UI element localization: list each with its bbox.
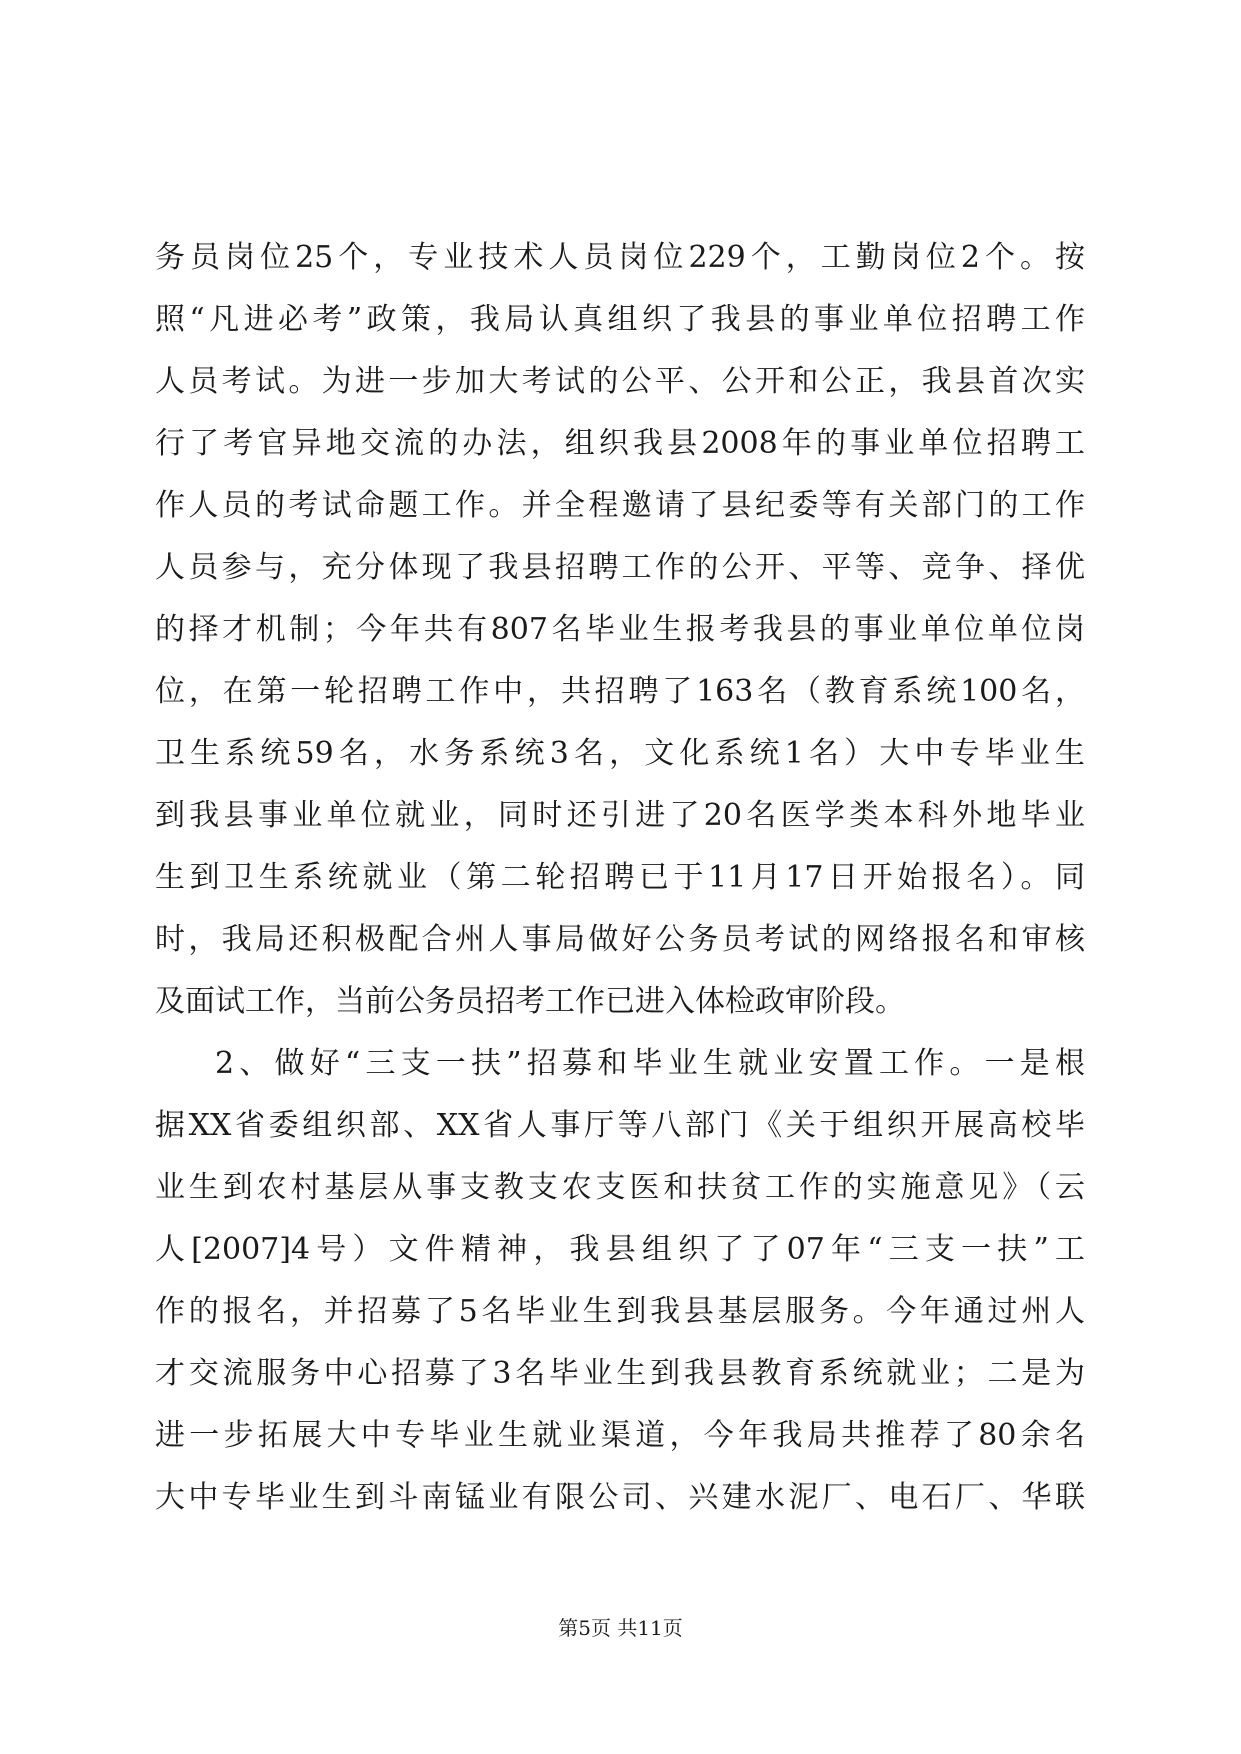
- text-line: 的择才机制；今年共有807名毕业生报考我县的事业单位单位岗: [155, 612, 1085, 647]
- text-line: 务员岗位25个，专业技术人员岗位229个，工勤岗位2个。按: [155, 240, 1085, 275]
- text-line: 行了考官异地交流的办法，组织我县2008年的事业单位招聘工: [155, 426, 1085, 461]
- text-line: 时，我局还积极配合州人事局做好公务员考试的网络报名和审核: [155, 922, 1085, 957]
- text-line: 照“凡进必考”政策，我局认真组织了我县的事业单位招聘工作: [155, 302, 1085, 337]
- text-line: 位，在第一轮招聘工作中，共招聘了163名（教育系统100名，: [155, 674, 1085, 709]
- text-line: 到我县事业单位就业，同时还引进了20名医学类本科外地毕业: [155, 798, 1085, 833]
- page-number-footer: 第5页 共11页: [558, 1616, 683, 1640]
- text-line: 2、做好“三支一扶”招募和毕业生就业安置工作。一是根: [215, 1046, 1085, 1081]
- text-line: 作人员的考试命题工作。并全程邀请了县纪委等有关部门的工作: [155, 488, 1085, 523]
- text-line: 人[2007]4号）文件精神，我县组织了了07年“三支一扶”工: [155, 1232, 1085, 1267]
- text-line: 才交流服务中心招募了3名毕业生到我县教育系统就业；二是为: [155, 1356, 1085, 1391]
- text-line: 大中专毕业生到斗南锰业有限公司、兴建水泥厂、电石厂、华联: [155, 1480, 1085, 1515]
- text-line: 生到卫生系统就业（第二轮招聘已于11月17日开始报名）。同: [155, 860, 1085, 895]
- text-line: 进一步拓展大中专毕业生就业渠道，今年我局共推荐了80余名: [155, 1418, 1085, 1453]
- text-line: 业生到农村基层从事支教支农支医和扶贫工作的实施意见》（云: [155, 1170, 1085, 1205]
- text-line: 及面试工作，当前公务员招考工作已进入体检政审阶段。: [155, 984, 905, 1019]
- text-line: 卫生系统59名，水务系统3名，文化系统1名）大中专毕业生: [155, 736, 1085, 771]
- text-line: 作的报名，并招募了5名毕业生到我县基层服务。今年通过州人: [155, 1294, 1085, 1329]
- text-line: 人员考试。为进一步加大考试的公平、公开和公正，我县首次实: [155, 364, 1085, 399]
- text-line: 人员参与，充分体现了我县招聘工作的公开、平等、竞争、择优: [155, 550, 1085, 585]
- body-text: [155, 227, 1085, 1529]
- text-line: 据XX省委组织部、XX省人事厅等八部门《关于组织开展高校毕: [155, 1108, 1085, 1143]
